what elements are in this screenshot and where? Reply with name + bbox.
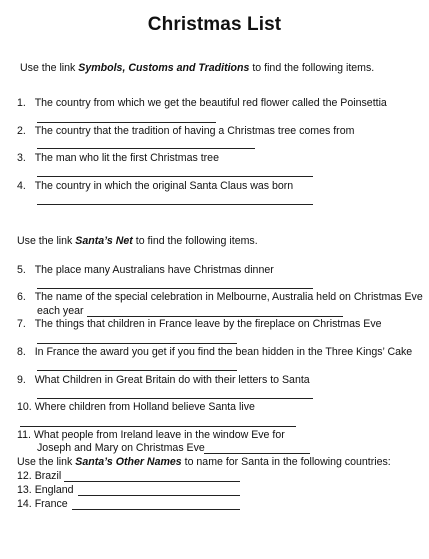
question-item bbox=[17, 470, 61, 483]
section1-intro-prefix: Use the link bbox=[20, 62, 79, 74]
section1-intro bbox=[20, 62, 374, 75]
question-number: 10. bbox=[17, 401, 32, 413]
answer-line[interactable] bbox=[37, 288, 313, 289]
answer-line[interactable] bbox=[37, 204, 313, 205]
question-text: Brazil bbox=[34, 470, 62, 482]
question-item bbox=[17, 484, 74, 497]
section2-intro bbox=[17, 235, 258, 248]
question-item bbox=[17, 125, 354, 138]
answer-line[interactable] bbox=[204, 453, 310, 454]
answer-line[interactable] bbox=[37, 370, 237, 371]
question-text: The man who lit the first Christmas tree bbox=[34, 152, 219, 164]
question-item bbox=[17, 346, 412, 359]
question-item bbox=[17, 498, 68, 511]
section3-intro bbox=[17, 456, 391, 469]
answer-line[interactable] bbox=[37, 343, 237, 344]
question-number: 11. bbox=[17, 429, 31, 441]
answer-line[interactable] bbox=[64, 481, 240, 482]
question-item bbox=[17, 264, 274, 277]
question-number: 5. bbox=[17, 264, 26, 276]
question-text: The name of the special celebration in Melbourne, Australia held on Christmas Eve bbox=[34, 291, 423, 303]
question-item bbox=[17, 318, 382, 331]
question-number: 9. bbox=[17, 374, 26, 386]
question-continuation: Joseph and Mary on Christmas Eve bbox=[37, 442, 205, 454]
question-continuation: each year bbox=[37, 305, 84, 317]
question-item bbox=[17, 429, 285, 442]
question-text: The country from which we get the beautiful red flower called the Poinsettia bbox=[34, 97, 387, 109]
question-text: England bbox=[34, 484, 74, 496]
question-text: The place many Australians have Christmas dinner bbox=[34, 264, 274, 276]
section3-intro-suffix: to name for Santa in the following countries: bbox=[181, 456, 391, 468]
question-text: What people from Ireland leave in the window Eve for bbox=[33, 429, 285, 441]
question-item bbox=[17, 152, 219, 165]
question-text: France bbox=[34, 498, 68, 510]
question-number: 13. bbox=[17, 484, 32, 496]
question-item bbox=[17, 374, 310, 387]
section3-link[interactable]: Santa’s Other Names bbox=[75, 456, 182, 468]
answer-line[interactable] bbox=[20, 426, 296, 427]
question-number: 3. bbox=[17, 152, 26, 164]
question-number: 6. bbox=[17, 291, 26, 303]
section1-intro-suffix: to find the following items. bbox=[249, 62, 375, 74]
question-text: The country in which the original Santa Claus was born bbox=[34, 180, 294, 192]
question-number: 1. bbox=[17, 97, 26, 109]
question-number: 8. bbox=[17, 346, 26, 358]
question-text: In France the award you get if you find the bean hidden in the Three Kings’ Cake bbox=[34, 346, 413, 358]
answer-line[interactable] bbox=[78, 495, 240, 496]
question-item bbox=[17, 97, 387, 110]
question-number: 14. bbox=[17, 498, 32, 510]
answer-line[interactable] bbox=[72, 509, 240, 510]
question-text: The country that the tradition of having a Christmas tree comes from bbox=[34, 125, 355, 137]
answer-line[interactable] bbox=[37, 122, 216, 123]
section3-intro-prefix: Use the link bbox=[17, 456, 76, 468]
question-number: 4. bbox=[17, 180, 26, 192]
question-number: 7. bbox=[17, 318, 26, 330]
answer-line[interactable] bbox=[37, 398, 313, 399]
question-number: 2. bbox=[17, 125, 26, 137]
question-text: Where children from Holland believe Santa live bbox=[34, 401, 255, 413]
question-item bbox=[17, 291, 423, 304]
answer-line[interactable] bbox=[37, 148, 255, 149]
question-text: What Children in Great Britain do with their letters to Santa bbox=[34, 374, 310, 386]
answer-line[interactable] bbox=[37, 176, 313, 177]
question-item bbox=[17, 180, 293, 193]
answer-line[interactable] bbox=[87, 316, 343, 317]
question-number: 12. bbox=[17, 470, 32, 482]
page-title: Christmas List bbox=[147, 14, 282, 35]
question-text: The things that children in France leave by the fireplace on Christmas Eve bbox=[34, 318, 382, 330]
question-item bbox=[17, 401, 255, 414]
section2-intro-suffix: to find the following items. bbox=[132, 235, 258, 247]
section2-link[interactable]: Santa’s Net bbox=[75, 235, 133, 247]
section2-intro-prefix: Use the link bbox=[17, 235, 76, 247]
section1-link[interactable]: Symbols, Customs and Traditions bbox=[78, 62, 250, 74]
